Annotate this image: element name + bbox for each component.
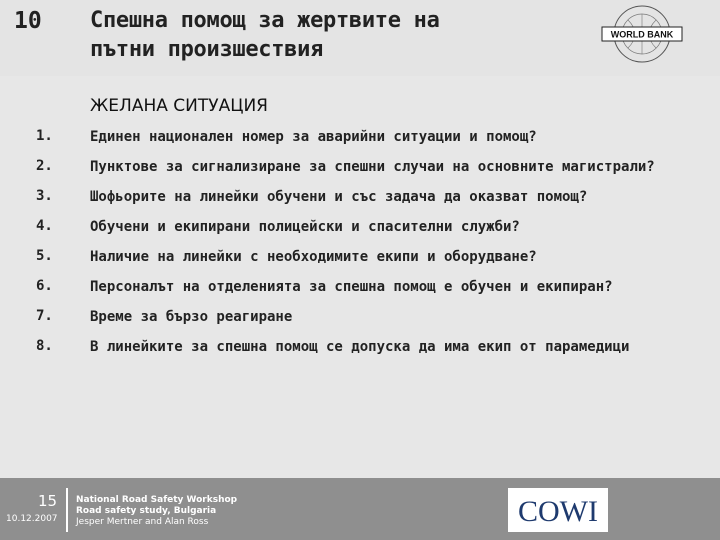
header-bar [0, 0, 720, 76]
list-item-text: Персоналът на отделенията за спешна помощ е обучен и екипиран? [90, 279, 613, 295]
footer-page-number: 15 [38, 492, 58, 510]
list-item-number: 2. [36, 158, 53, 174]
list-item-number: 5. [36, 248, 53, 264]
section-heading: ЖЕЛАНА СИТУАЦИЯ [90, 96, 268, 116]
list-item-text: Обучени и екипирани полицейски и спасителни служби? [90, 219, 520, 235]
list-item-text: Време за бързо реагиране [90, 309, 293, 325]
list-item-text: В линейките за спешна помощ се допуска да има екип от парамедици [90, 339, 630, 355]
cowi-logo [508, 488, 608, 532]
list-item-number: 7. [36, 308, 53, 324]
slide-title [90, 6, 440, 64]
list-item-number: 3. [36, 188, 53, 204]
slide-number: 10 [14, 8, 42, 34]
list-item [0, 308, 720, 326]
list-item [0, 278, 720, 296]
footer-workshop: National Road Safety Workshop [76, 495, 238, 505]
list-item-number: 1. [36, 128, 53, 144]
world-bank-logo-text: WORLD BANK [610, 29, 674, 40]
list-item [0, 158, 720, 176]
list-item-number: 4. [36, 218, 53, 234]
list-item [0, 248, 720, 266]
list-item-text: Наличие на линейки с необходимите екипи и оборудване? [90, 249, 537, 265]
footer-bar [0, 478, 720, 540]
list-item [0, 128, 720, 146]
list-item-text: Шофьорите на линейки обучени и със задача да оказват помощ? [90, 189, 588, 205]
list-item [0, 188, 720, 206]
list-item [0, 218, 720, 236]
footer-authors: Jesper Mertner and Alan Ross [76, 517, 209, 527]
footer-study: Road safety study, Bulgaria [76, 506, 217, 516]
list-item [0, 338, 720, 356]
title-line-2: пътни произшествия [90, 37, 324, 62]
situation-list [0, 128, 720, 368]
footer-divider [66, 488, 68, 532]
list-item-number: 8. [36, 338, 53, 354]
cowi-logo-text: COWI [518, 495, 598, 528]
world-bank-logo [596, 2, 688, 66]
list-item-number: 6. [36, 278, 53, 294]
list-item-text: Единен национален номер за аварийни ситуации и помощ? [90, 129, 537, 145]
footer-date: 10.12.2007 [6, 514, 58, 524]
footer-info [76, 495, 237, 528]
list-item-text: Пунктове за сигнализиране за спешни случаи на основните магистрали? [90, 159, 655, 175]
title-line-1: Спешна помощ за жертвите на [90, 8, 440, 33]
